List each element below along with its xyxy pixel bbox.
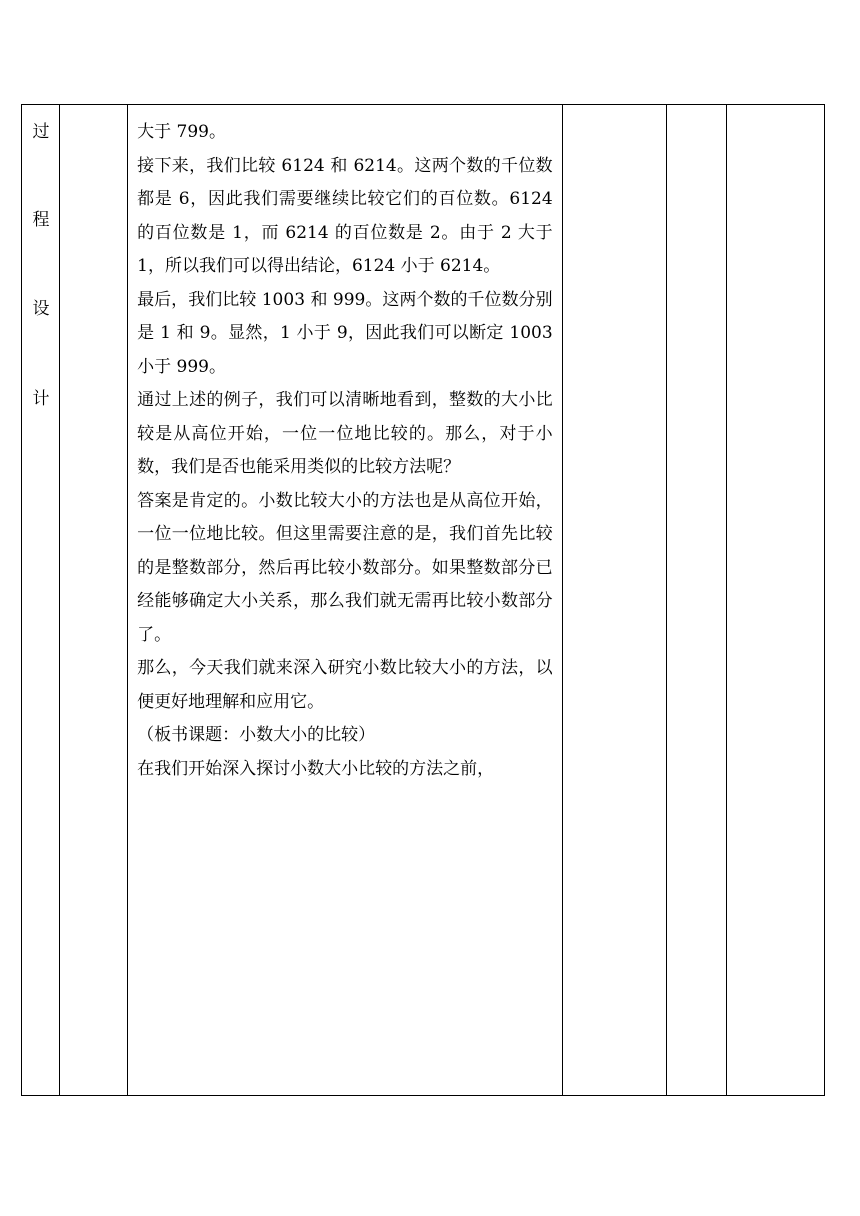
paragraph: （板书课题：小数大小的比较）	[137, 725, 376, 745]
section-label-char: 过	[32, 122, 50, 142]
section-label-cell	[22, 105, 60, 1096]
paragraph: 大于 799。	[137, 122, 226, 142]
empty-cell	[562, 105, 666, 1096]
empty-cell	[726, 105, 824, 1096]
content-cell	[128, 105, 563, 1096]
empty-cell	[666, 105, 726, 1096]
paragraph: 在我们开始深入探讨小数大小比较的方法之前，	[137, 758, 495, 779]
paragraph: 答案是肯定的。小数比较大小的方法也是从高位开始，一位一位地比较。但这里需要注意的是，我们首先比较的是整数部分，然后再比较小数部分。如果整数部分已经能够确定大小关系，那么我们就无需再比较小数部分了。	[137, 490, 553, 645]
paragraph: 那么，今天我们就来深入研究小数比较大小的方法，以便更好地理解和应用它。	[137, 658, 553, 712]
table-row	[22, 105, 825, 1096]
paragraph: 接下来，我们比较 6124 和 6214。这两个数的千位数都是 6，因此我们需要继续比较它们的百位数。6124 的百位数是 1，而 6214 的百位数是 2。由于 2 大于 1，所以我们可以得出结论，6124 小于 6214。	[137, 155, 553, 276]
section-label-char: 程	[32, 210, 50, 230]
empty-cell	[60, 105, 128, 1096]
section-label-char: 设	[32, 299, 50, 319]
lesson-plan-table	[21, 104, 825, 1096]
paragraph: 通过上述的例子，我们可以清晰地看到，整数的大小比较是从高位开始，一位一位地比较的。那么，对于小数，我们是否也能采用类似的比较方法呢？	[137, 390, 553, 477]
section-label-char: 计	[32, 389, 50, 409]
paragraph: 最后，我们比较 1003 和 999。这两个数的千位数分别是 1 和 9。显然，1 小于 9，因此我们可以断定 1003 小于 999。	[137, 289, 553, 377]
